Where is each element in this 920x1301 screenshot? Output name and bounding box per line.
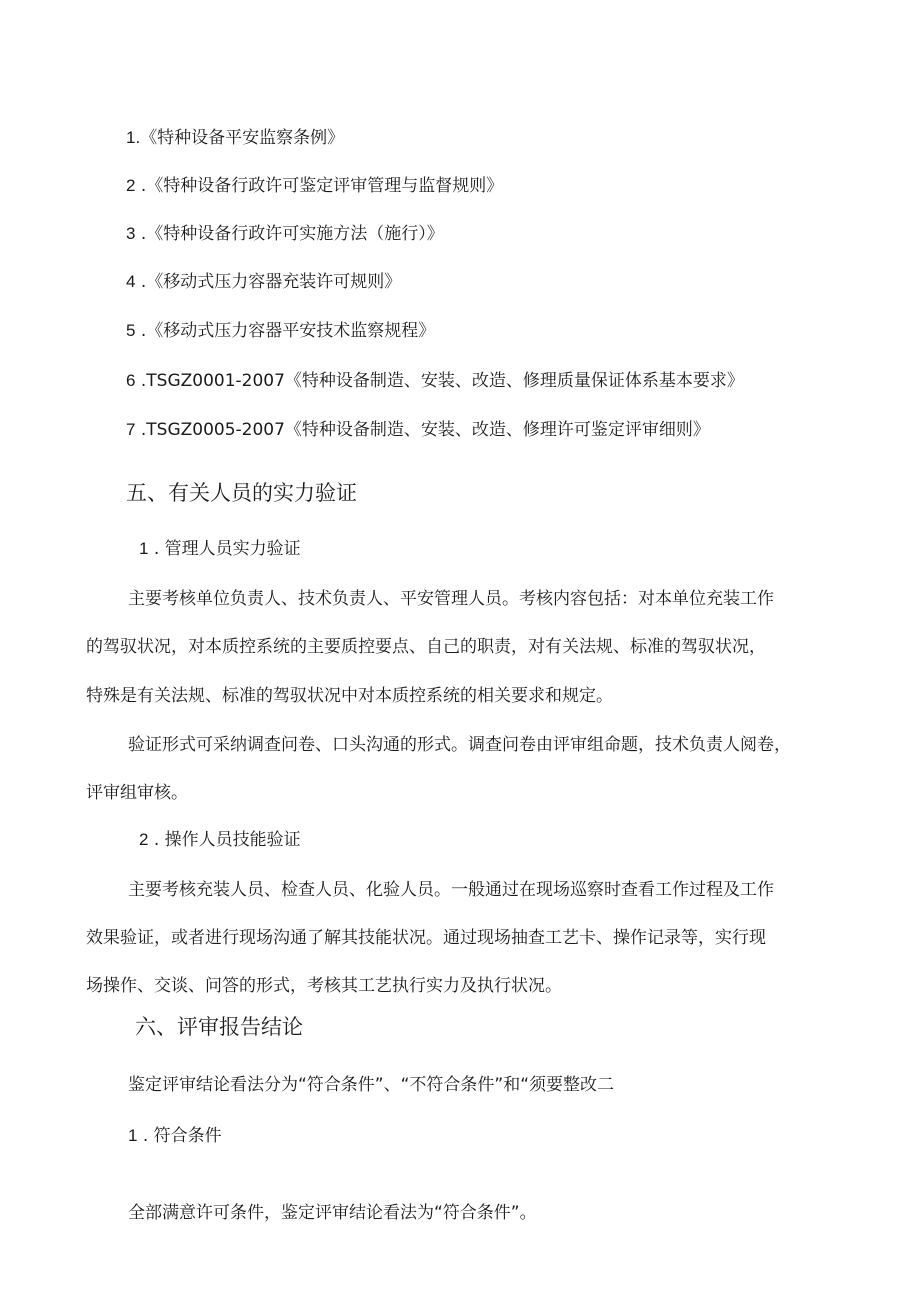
paragraph-line: 主要考核充装人员、检查人员、化验人员。一般通过在现场巡察时查看工作过程及工作: [128, 880, 774, 900]
reference-text: 《特种设备平安监察条例》: [140, 128, 345, 148]
paragraph-line: 验证形式可采纳调查问卷、口头沟通的形式。调查问卷由评审组命题，技术负责人阅卷，: [128, 735, 791, 755]
reference-number: 2: [126, 176, 136, 195]
subsection-title: . 操作人员技能验证: [148, 830, 301, 850]
reference-text: .《移动式压力容器充装许可规则》: [135, 272, 402, 292]
reference-text: .《移动式压力容器平安技术监察规程》: [135, 321, 436, 341]
reference-item-4: [126, 270, 401, 294]
subsection-title: . 管理人员实力验证: [148, 539, 301, 559]
section-heading: 五、有关人员的实力验证: [126, 481, 357, 505]
reference-number: 5: [126, 321, 136, 340]
reference-text: .TSGZ0005-2007《特种设备制造、安装、改造、修理许可鉴定评审细则》: [135, 420, 710, 440]
subsection-heading: [128, 1124, 222, 1148]
reference-number: 4: [126, 272, 136, 291]
paragraph-line: 鉴定评审结论看法分为“符合条件”、“不符合条件”和“须要整改二: [128, 1075, 615, 1095]
reference-text: .TSGZ0001-2007《特种设备制造、安装、改造、修理质量保证体系基本要求》: [135, 371, 744, 391]
subsection-heading: [139, 537, 301, 561]
reference-item-1: [126, 126, 344, 150]
paragraph-line: 主要考核单位负责人、技术负责人、平安管理人员。考核内容包括：对本单位充装工作: [128, 589, 774, 609]
reference-item-3: [126, 222, 444, 246]
reference-text: .《特种设备行政许可实施方法（施行）》: [135, 224, 444, 244]
reference-item-7: [126, 418, 710, 442]
subsection-number: 1: [139, 539, 149, 558]
reference-number: 1.: [126, 128, 141, 147]
paragraph-line: 特殊是有关法规、标准的驾驭状况中对本质控系统的相关要求和规定。: [86, 686, 613, 706]
reference-item-2: [126, 174, 503, 198]
paragraph-line: 评审组审核。: [86, 783, 188, 803]
paragraph-line: 的驾驭状况，对本质控系统的主要质控要点、自己的职责，对有关法规、标准的驾驭状况，: [86, 637, 766, 657]
subsection-number: 2: [139, 830, 149, 849]
paragraph-line: 场操作、交谈、问答的形式，考核其工艺执行实力及执行状况。: [86, 976, 562, 996]
subsection-title: . 符合条件: [137, 1126, 222, 1146]
reference-number: 6: [126, 371, 136, 390]
reference-item-6: [126, 369, 744, 393]
subsection-heading: [139, 828, 301, 852]
reference-number: 7: [126, 420, 136, 439]
paragraph-line: 全部满意许可条件，鉴定评审结论看法为“符合条件”。: [128, 1203, 537, 1223]
paragraph-line: 效果验证，或者进行现场沟通了解其技能状况。通过现场抽查工艺卡、操作记录等，实行现: [86, 928, 766, 948]
subsection-number: 1: [128, 1126, 138, 1145]
reference-item-5: [126, 319, 435, 343]
reference-number: 3: [126, 224, 136, 243]
section-heading: 六、评审报告结论: [135, 1015, 303, 1039]
reference-text: .《特种设备行政许可鉴定评审管理与监督规则》: [135, 176, 504, 196]
